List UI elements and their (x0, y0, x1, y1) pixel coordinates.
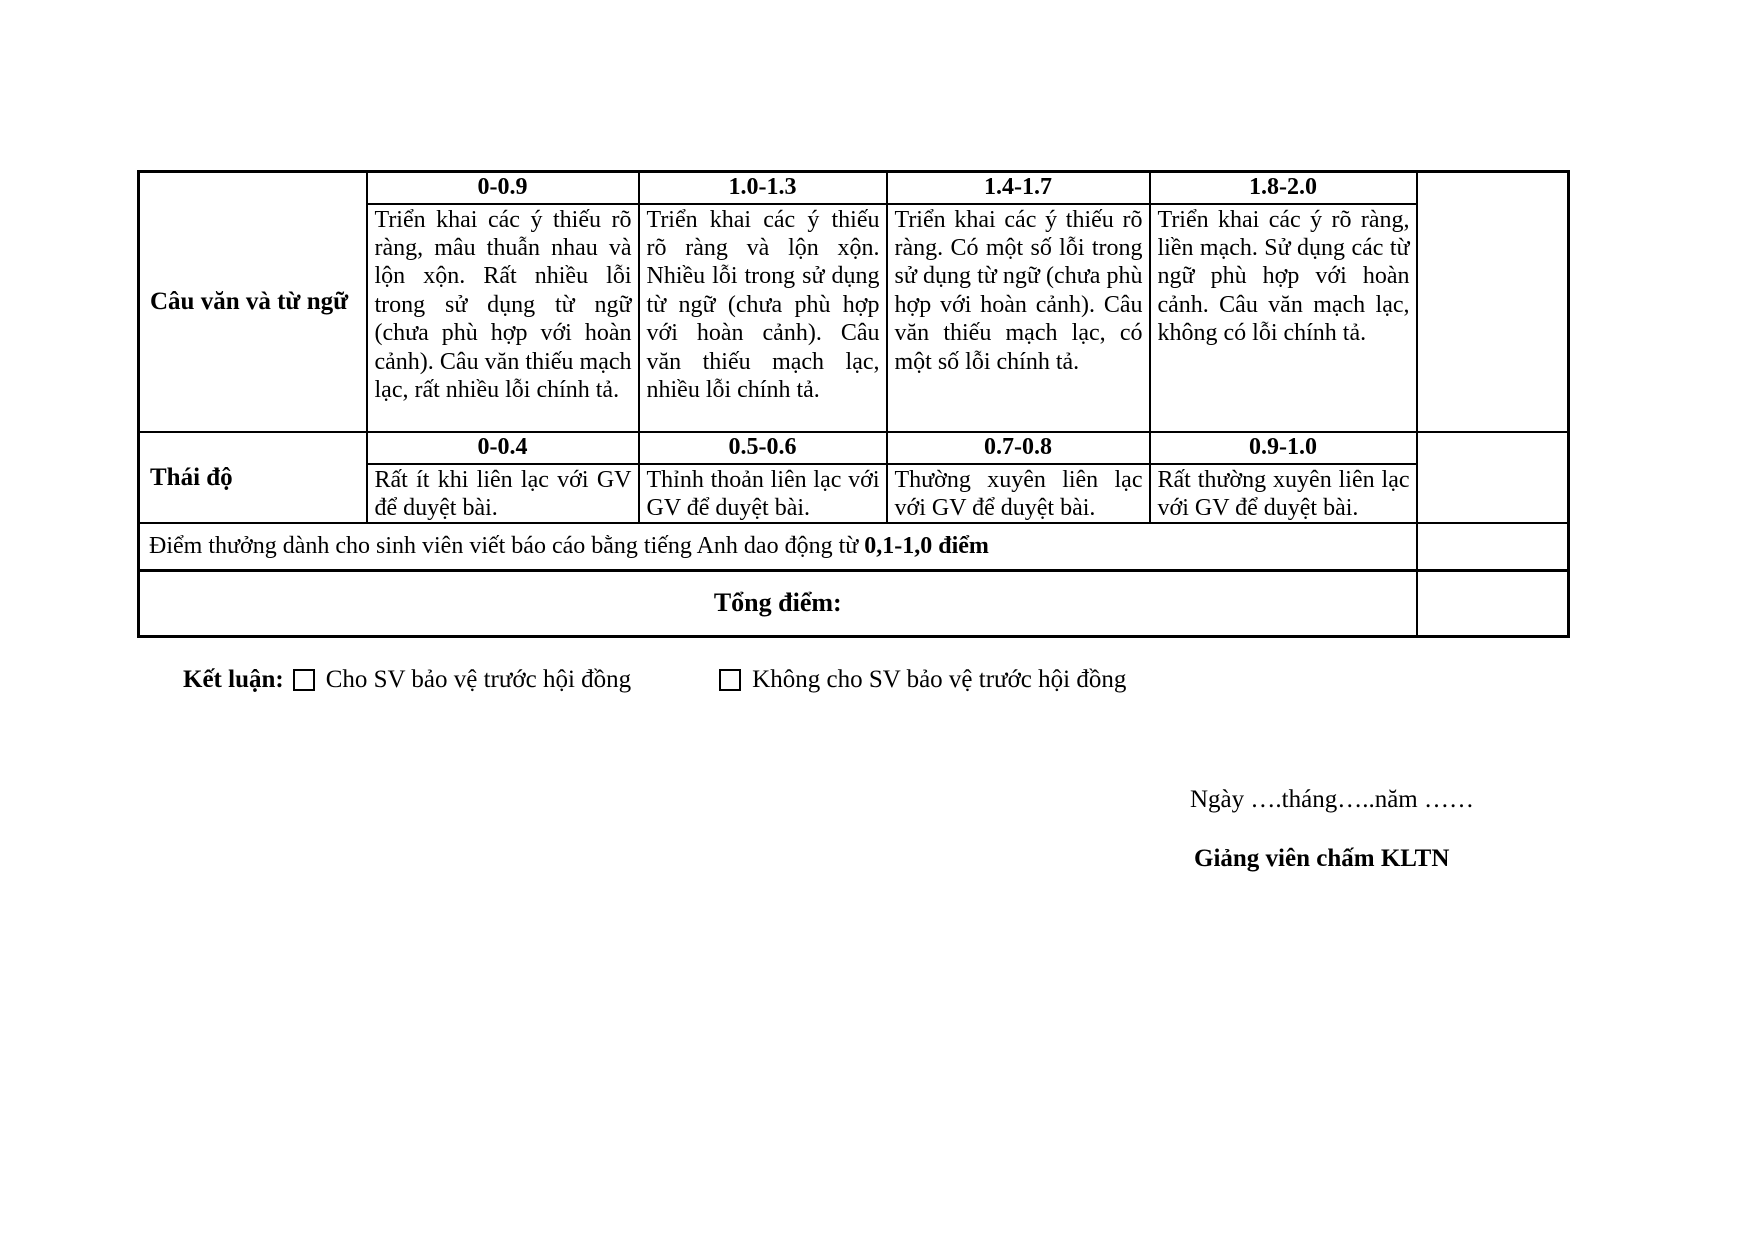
score-entry-cell (1417, 523, 1569, 570)
signature-date-line: Ngày ….tháng…..năm …… (1190, 786, 1474, 813)
score-band-header: 1.4-1.7 (887, 172, 1150, 204)
band-description-cell: Triển khai các ý thiếu rõ ràng, mâu thuẫn nhau và lộn xộn. Rất nhiều lỗi trong sử dụng từ ngữ (chưa phù hợp với hoàn cảnh). Câu văn thiếu mạch lạc, rất nhiều lỗi chính tả. (367, 204, 639, 432)
conclusion-label: Kết luận: (183, 666, 284, 693)
band-description-cell: Triển khai các ý rõ ràng, liền mạch. Sử dụng các từ ngữ phù hợp với hoàn cảnh. Câu văn mạch lạc, không có lỗi chính tả. (1150, 204, 1417, 432)
table-row (139, 432, 1569, 464)
table-row (139, 172, 1569, 204)
score-band-header: 1.0-1.3 (639, 172, 887, 204)
bonus-points-range: 0,1-1,0 điểm (864, 533, 989, 560)
signature-block (1190, 786, 1474, 873)
checkbox-deny-defense[interactable] (719, 669, 741, 691)
conclusion-option-allow-label: Cho SV bảo vệ trước hội đồng (325, 666, 632, 693)
band-description-cell: Triển khai các ý thiếu rõ ràng. Có một số lỗi trong sử dụng từ ngữ (chưa phù hợp với hoàn cảnh). Câu văn thiếu mạch lạc, có một số lỗi chính tả. (887, 204, 1150, 432)
score-band-header: 0.7-0.8 (887, 432, 1150, 464)
total-score-entry-cell (1417, 570, 1569, 636)
band-description-cell: Thường xuyên liên lạc với GV để duyệt bài. (887, 464, 1150, 524)
band-description-cell: Triển khai các ý thiếu rõ ràng và lộn xộn. Nhiều lỗi trong sử dụng từ ngữ (chưa phù hợp với hoàn cảnh). Câu văn thiếu mạch lạc, nhiều lỗi chính tả. (639, 204, 887, 432)
bonus-points-note (139, 523, 1417, 570)
total-score-label: Tổng điểm: (139, 570, 1417, 636)
criterion-label-cau-van: Câu văn và từ ngữ (139, 172, 367, 432)
score-band-header: 0-0.4 (367, 432, 639, 464)
table-row (139, 523, 1569, 570)
band-description-cell: Thỉnh thoản liên lạc với GV để duyệt bài. (639, 464, 887, 524)
score-band-header: 0-0.9 (367, 172, 639, 204)
bonus-points-text: Điểm thưởng dành cho sinh viên viết báo cáo bằng tiếng Anh dao động từ (149, 533, 865, 560)
score-entry-cell (1417, 172, 1569, 432)
conclusion-option-deny-label: Không cho SV bảo vệ trước hội đồng (752, 666, 1127, 693)
band-description-cell: Rất ít khi liên lạc với GV để duyệt bài. (367, 464, 639, 524)
score-band-header: 0.5-0.6 (639, 432, 887, 464)
rubric-table (137, 170, 1570, 638)
table-row (139, 570, 1569, 636)
conclusion-line (183, 663, 1126, 697)
checkbox-allow-defense[interactable] (293, 669, 315, 691)
score-band-header: 1.8-2.0 (1150, 172, 1417, 204)
criterion-label-thai-do: Thái độ (139, 432, 367, 524)
signature-signer-title: Giảng viên chấm KLTN (1194, 845, 1450, 872)
score-band-header: 0.9-1.0 (1150, 432, 1417, 464)
band-description-cell: Rất thường xuyên liên lạc với GV để duyệt bài. (1150, 464, 1417, 524)
score-entry-cell (1417, 432, 1569, 524)
